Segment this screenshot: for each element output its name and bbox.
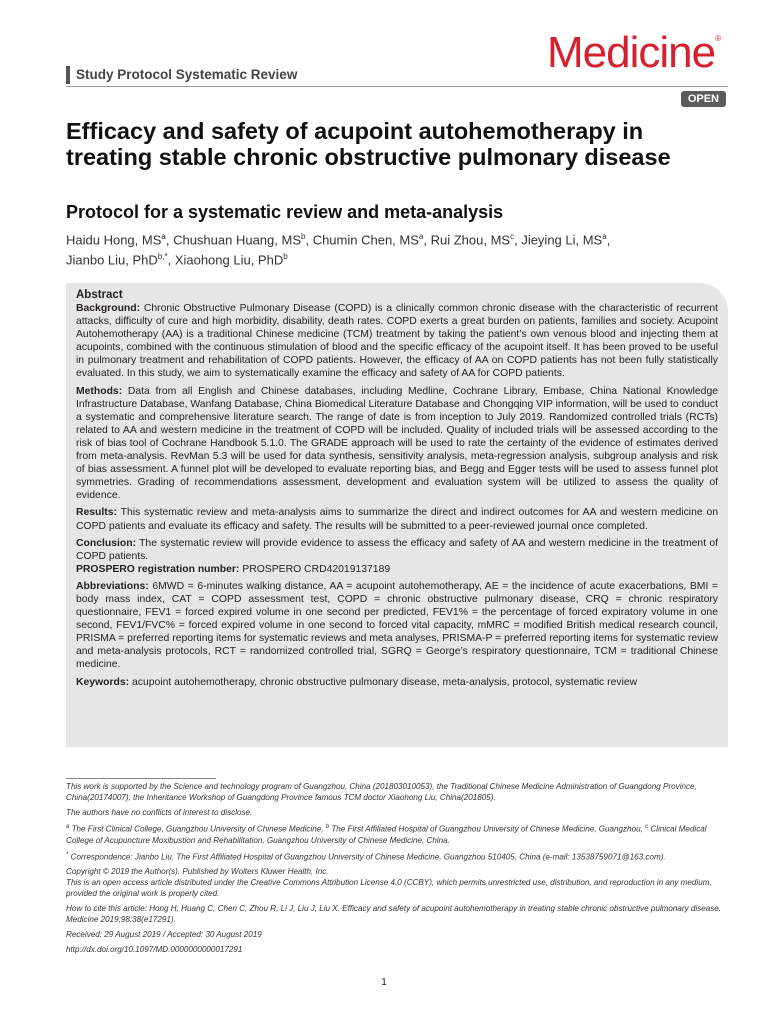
conclusion-label: Conclusion: [76, 537, 137, 549]
aff-b-mark: b [325, 824, 330, 830]
corr-mark: * [66, 851, 69, 858]
abstract-heading: Abstract [76, 289, 123, 301]
author-name: Jieying Li, MS [521, 232, 603, 248]
prospero-label: PROSPERO registration number: [76, 563, 240, 575]
author-affiliation: c [510, 232, 515, 241]
conflicts-note: The authors have no conflicts of interest to disclose. [66, 808, 253, 817]
results-label: Results: [76, 507, 117, 519]
keywords-label: Keywords: [76, 676, 130, 688]
footnotes [66, 781, 728, 959]
aff-a: The First Clinical College, Guangzhou University of Chinese Medicine, [71, 824, 324, 834]
abstract-abbreviations [76, 580, 718, 672]
article-title: Efficacy and safety of acupoint autohemotherapy in treating stable chronic obstructive pulmonary disease [66, 118, 671, 170]
correspondence-note [66, 850, 728, 863]
registered-mark: ® [715, 34, 720, 43]
copyright-note: Copyright © 2019 the Author(s). Published by Wolters Kluwer Health, Inc. [66, 867, 329, 877]
author-affiliation: b [283, 252, 288, 262]
author-affiliation: a [418, 232, 424, 241]
author-name: Jianbo Liu, PhD [66, 252, 158, 268]
license-note: This is an open access article distributed under the Creative Commons Attribution License 4.0 (CCBY), which permits unrestricted use, distribution, and reproduction in any medium, provided the original work is properly cited. [66, 878, 712, 899]
author-affiliation: a [602, 232, 607, 241]
aff-c: Clinical Medical College of Acupuncture Moxibustion and Rehabilitation, Guangzhou University of Chinese Medicine, China. [66, 824, 707, 845]
methods-label: Methods: [76, 385, 123, 397]
author-name: Xiaohong Liu, PhD [174, 252, 284, 268]
prospero-text: PROSPERO CRD42019137189 [242, 563, 391, 575]
page-number: 1 [381, 977, 387, 988]
author-affiliation: b,* [157, 252, 168, 262]
aff-b: The First Affiliated Hospital of Guangzhou University of Chinese Medicine, Guangzhou, [331, 824, 643, 834]
results-text: This systematic review and meta-analysis aims to summarize the direct and indirect outcomes for AA and western medicine on COPD patients and evaluate its efficacy and safety. The results will be submitted to a peer-reviewed journal once completed. [76, 507, 718, 532]
abstract-background [76, 302, 718, 381]
correspondence: Correspondence: Jianbo Liu, The First Affiliated Hospital of Guangzhou University of Chinese Medicine, Guangzhou 510405, China (e-mail: 13538759071@163.com). [70, 852, 666, 862]
article-subtitle: Protocol for a systematic review and meta-analysis [66, 202, 504, 222]
journal-logo [547, 28, 720, 78]
header-rule [66, 86, 728, 87]
author-affiliation: a [161, 232, 166, 241]
affiliations-note [66, 822, 728, 846]
author-name: Chushuan Huang, MS [173, 232, 301, 248]
footnote-rule [66, 778, 216, 779]
open-access-badge: OPEN [681, 91, 726, 107]
conclusion-text: The systematic review will provide evidence to assess the efficacy and safety of AA and western medicine in the treatment of COPD patients. [76, 537, 718, 562]
abstract-results [76, 506, 718, 532]
abbreviations-text: 6MWD = 6-minutes walking distance, AA = acupoint autohemotherapy, AE = the incidence of acute exacerbations, BMI = body mass index, CAT = COPD assessment test, COPD = chronic obstructive pulmonary disease, CRQ = chronic respiratory questionnaire, FEV1 = forced expired volume in one second per predicted, FEV1% = the percentage of forced expiratory volume in one second, FEV1/FVC% = forced expired volume in one second to forced vital capacity, mMRC = modified British medical research council, PRISMA = preferred reporting items for systematic reviews and meta analyses, PRISMA-P = preferred reporting items for systematic review and meta-analysis protocols, RCT = randomized controlled trial, SGRQ = George’s respiratory questionnaire, TCM = traditional Chinese medicine. [76, 580, 718, 671]
citation-note: How to cite this article: Hong H, Huang C, Chen C, Zhou R, Li J, Liu J, Liu X. Efficacy and safety of acupoint autohemotherapy in treating stable chronic obstructive pulmonary disease. Medicine 2019;98:38(e17291). [66, 904, 722, 925]
abstract-conclusion [76, 537, 718, 576]
dates-note: Received: 29 August 2019 / Accepted: 30 August 2019 [66, 930, 262, 940]
section-accent-bar [66, 66, 70, 84]
section-label: Study Protocol Systematic Review [76, 67, 298, 82]
author-name: Rui Zhou, MS [430, 232, 511, 248]
aff-c-mark: c [645, 824, 649, 830]
background-label: Background: [76, 303, 141, 314]
background-text: Chronic Obstructive Pulmonary Disease (COPD) is a clinically common chronic disease with the characteristic of recurrent attacks, difficulty of cure and high morbidity, disability, death rates. COPD exerts a great burden on patients, families and society. Acupoint Autohemotherapy (AA) is a traditional Chinese medicine (TCM) treatment by taking the patient’s own venous blood and injecting them at acupoints, combined with the continuous stimulation of blood and the specific efficacy of the acupoint itself. It has been proved to be useful in pulmonary treatment and rehabilitation of COPD patients. However, the efficacy of AA on COPD patients has not been fully statistically evaluated. In this study, we aim to systematically examine the efficacy and safety of AA for COPD patients. [76, 303, 718, 380]
abstract-methods [76, 385, 718, 503]
doi-link[interactable]: http://dx.doi.org/10.1097/MD.0000000000017291 [66, 945, 243, 955]
abbreviations-label: Abbreviations: [76, 580, 149, 592]
aff-a-mark: a [66, 824, 70, 830]
funding-note: This work is supported by the Science and technology program of Guangzhou, China (201803010053), the Traditional Chinese Medicine Administration of Guangdong Province, China(20174007), the Inheritance Workshop of Guangdong Province famous TCM doctor Xiaohong Liu, China(201805). [66, 782, 697, 802]
abstract-keywords [76, 676, 718, 689]
author-name: Haidu Hong, MS [66, 232, 162, 248]
abstract-box [66, 283, 728, 747]
keywords-text: acupoint autohemotherapy, chronic obstructive pulmonary disease, meta-analysis, protocol, systematic review [132, 676, 638, 688]
author-name: Chumin Chen, MS [312, 232, 419, 248]
author-affiliation: b [301, 232, 306, 241]
author-list: Haidu Hong, $MS^a$, Chushuan Huang, $MS^b$, Chumin Chen, $MS^a$, Rui Zhou, $MS^c$, Jieying Li, $MS^a$, Jianbo Liu, PhD$^{b,*}$, Xiaohong Liu, PhD$^b$ [66, 232, 611, 268]
methods-text: Data from all English and Chinese databases, including Medline, Cochrane Library, Embase, China National Knowledge Infrastructure Database, Wanfang Database, China Biomedical Literature Database and Chongqing VIP information, will be used to conduct a systematic and comprehensive literature search. The range of date is from inception to July 2019. Randomized controlled trials (RCTs) related to AA and western medicine in the treatment of COPD will be included. Quality of included trials will be assessed according to the risk of bias tool of Cochrane Handbook 5.1.0. The GRADE approach will be used to rate the certainty of the evidence of estimates derived from meta-analysis. RevMan 5.3 will be used for data synthesis, sensitivity analysis, meta-regression analysis, subgroup analysis and risk of bias assessment. A funnel plot will be developed to evaluate reporting bias, and Begg and Egger tests will be used to assess funnel plot symmetries. Grading of recommendations assessment, development and evaluation system will be utilized to assess the quality of evidence. [76, 385, 719, 502]
journal-name: Medicine [547, 28, 716, 77]
